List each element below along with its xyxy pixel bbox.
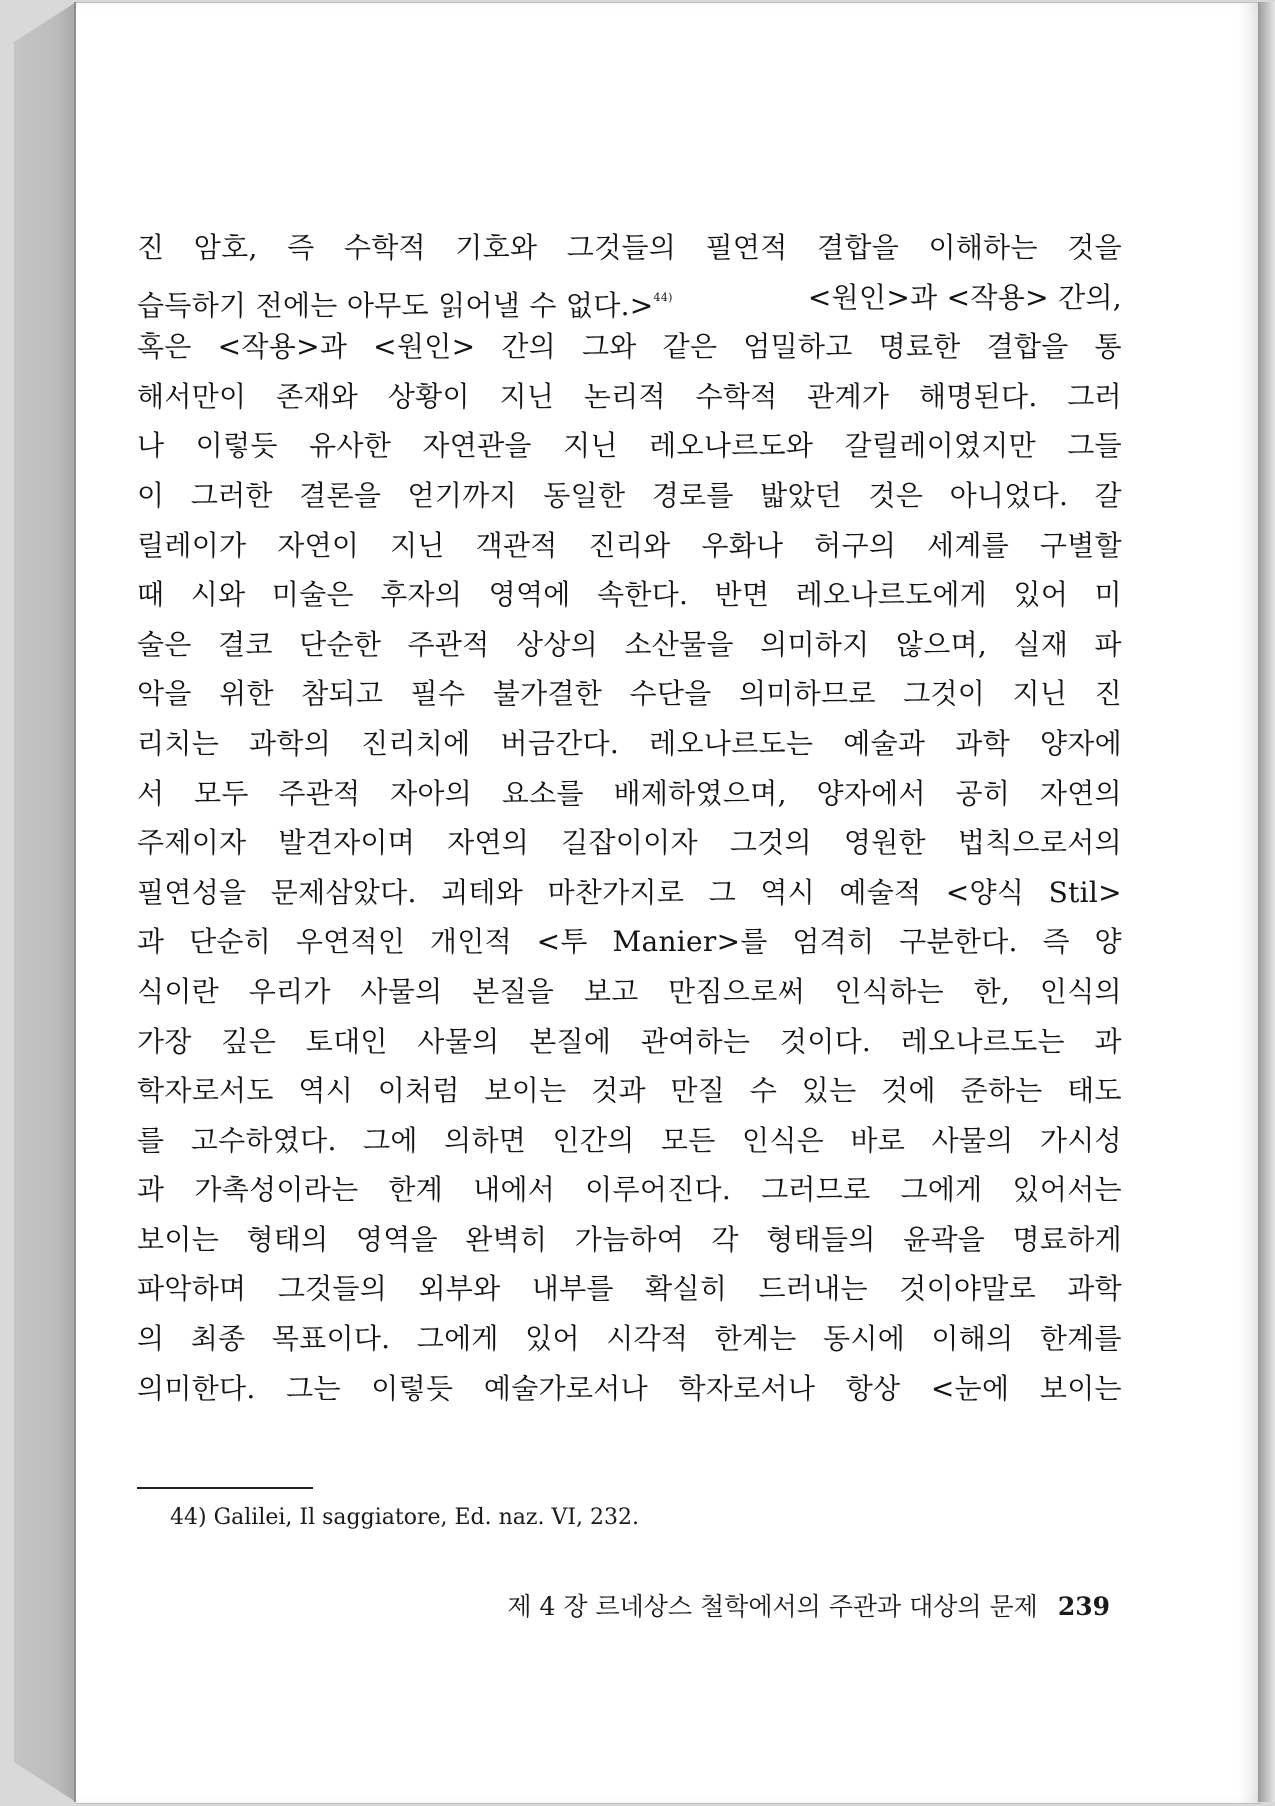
word: 만짐으로써: [668, 974, 805, 1008]
word: 혹은: [137, 330, 192, 364]
word: 나: [137, 429, 165, 463]
word: 미: [1094, 578, 1122, 612]
word: 우화나: [701, 528, 784, 562]
word: Stil>: [1048, 875, 1122, 909]
text-line: [137, 1364, 1122, 1414]
text-line: [137, 471, 1122, 521]
footnote-rule: [137, 1487, 313, 1489]
page-edge-shadow: [1258, 2, 1275, 1802]
word: 인식의: [1039, 974, 1122, 1008]
word: 배제하였으며,: [613, 776, 787, 810]
text-line: [137, 1215, 1122, 1265]
body-text: [137, 223, 1122, 1413]
word: 바로: [850, 1123, 906, 1157]
word: 법칙으로서의: [957, 826, 1122, 860]
word: 것이다.: [779, 1024, 872, 1058]
word: 한계는: [714, 1322, 797, 1356]
word: 학자로서나: [678, 1371, 816, 1405]
word: 단순한: [299, 627, 382, 661]
word: 동일한: [543, 478, 626, 512]
word: 보이는: [484, 1074, 567, 1108]
word: 경로를: [651, 478, 734, 512]
word: 릴레이가: [137, 528, 247, 562]
text-line: [137, 372, 1122, 422]
word: 양자에: [1039, 726, 1122, 760]
word: 확실히: [645, 1272, 728, 1306]
word: 실재: [1013, 627, 1069, 661]
word: 것을: [1067, 231, 1122, 264]
word: 윤곽을: [903, 1222, 986, 1256]
word: 속한다.: [597, 578, 689, 612]
word: 레오나르도에게: [795, 578, 988, 612]
running-footer: [400, 1587, 1110, 1623]
word: 같은: [662, 330, 718, 364]
word: 명료하게: [1012, 1222, 1122, 1256]
word: 완벽히: [465, 1222, 548, 1256]
word: 서: [137, 776, 165, 810]
word: 그것들의: [566, 231, 677, 264]
word: 공히: [955, 776, 1011, 810]
word: 최종: [190, 1322, 246, 1356]
word: 있어서는: [1012, 1173, 1122, 1207]
word: 것은: [868, 478, 924, 512]
word: 목표이다.: [271, 1322, 391, 1356]
word: 이처럼: [377, 1074, 460, 1108]
text-line: [137, 719, 1122, 769]
word: 명료한: [878, 330, 961, 364]
text-line: [137, 967, 1122, 1017]
word: 허구의: [814, 528, 897, 562]
word: 그와: [581, 330, 637, 364]
word: 사물의: [417, 1024, 500, 1058]
word: 세계를: [927, 528, 1010, 562]
word: 식이란: [137, 974, 220, 1008]
word: 주제이자: [137, 826, 247, 860]
word: 이: [137, 478, 165, 512]
word: 양자에서: [816, 776, 926, 810]
page-number: 239: [1057, 1592, 1110, 1621]
word: 예술적: [839, 875, 922, 909]
word: 예술과: [843, 726, 926, 760]
word: 레오나르도는: [649, 726, 814, 760]
word: 즉: [1042, 925, 1070, 959]
word: 인식하는: [834, 974, 944, 1008]
word: 보이는: [1039, 1371, 1122, 1405]
word: 수학적: [343, 231, 426, 264]
text-line: [137, 521, 1122, 571]
word: 그는: [286, 1371, 341, 1405]
word: 영역에: [488, 578, 571, 612]
word: 자연관을: [422, 429, 532, 463]
word: 그것들의: [277, 1272, 388, 1306]
word: 길잡이이자: [561, 826, 698, 860]
word: <눈에: [930, 1371, 1010, 1405]
text-line: [137, 1017, 1122, 1067]
word: 진리와: [588, 528, 671, 562]
word: 형태의: [246, 1222, 329, 1256]
word: 불가결한: [492, 677, 603, 711]
word: 이루어진다.: [585, 1173, 732, 1207]
word: 자아의: [390, 776, 473, 810]
word: 만질: [670, 1074, 726, 1108]
word: 후자의: [380, 578, 463, 612]
word: 엄격히: [792, 925, 875, 959]
word: 통: [1094, 330, 1122, 364]
word: 참되고: [301, 677, 384, 711]
word: 의미하므로: [738, 677, 876, 711]
word: 소산물을: [624, 627, 734, 661]
word: 기호와: [455, 231, 538, 264]
word: 모두: [194, 776, 249, 810]
word: 드러내는: [758, 1272, 868, 1306]
word: 이렇듯: [371, 1371, 454, 1405]
word: 이렇듯: [195, 429, 278, 463]
word: 해서만이: [137, 379, 247, 413]
word: 자연의: [1039, 776, 1122, 810]
word: 결합을: [986, 330, 1069, 364]
word: 한계: [388, 1173, 444, 1207]
word: 때: [137, 578, 165, 612]
word: 수단을: [629, 677, 712, 711]
word: 파: [1094, 627, 1122, 661]
text-line: [137, 421, 1122, 471]
word: 엄밀하고: [743, 330, 853, 364]
word: 지닌: [1012, 677, 1068, 711]
text-line-end: <원인>과 <작용> 간의,: [807, 280, 1122, 314]
word: 본질에: [529, 1024, 612, 1058]
chapter-title: 제 4 장 르네상스 철학에서의 주관과 대상의 문제: [507, 1592, 1038, 1621]
word: 가늠하여: [574, 1222, 685, 1256]
text-line: [137, 1264, 1122, 1314]
word: 있어: [525, 1322, 580, 1356]
word: 동시에: [823, 1322, 906, 1356]
word: 그러: [1067, 379, 1122, 413]
word: 존재와: [276, 379, 359, 413]
word: 것이야말로: [899, 1272, 1036, 1306]
word: 버금간다.: [500, 726, 620, 760]
word: 의하면: [444, 1123, 527, 1157]
word: 구별할: [1039, 528, 1122, 562]
word: 그것이: [903, 677, 986, 711]
word: Manier>를: [612, 925, 768, 959]
word: 해명된다.: [918, 379, 1038, 413]
text-line: [137, 669, 1122, 719]
word: 학자로서도: [137, 1074, 274, 1108]
word: 자연의: [447, 826, 530, 860]
word: 그것의: [729, 826, 812, 860]
word: 지닌: [563, 429, 618, 463]
word: 그에게: [900, 1173, 983, 1207]
word: 영역을: [355, 1222, 438, 1256]
word: 미술은: [271, 578, 354, 612]
word: 역시: [760, 875, 816, 909]
word: 진: [1094, 677, 1122, 711]
word: 주관적: [407, 627, 490, 661]
word: 즉: [287, 231, 315, 264]
word: 그러므로: [761, 1173, 871, 1207]
word: 를: [137, 1123, 165, 1157]
word: <작용>과: [217, 330, 348, 364]
word: 가시성: [1039, 1123, 1122, 1157]
word: 토대인: [305, 1024, 388, 1058]
text-line: [137, 1066, 1122, 1116]
word: 있어: [1013, 578, 1069, 612]
word: 술은: [137, 627, 192, 661]
footnote-reference[interactable]: 44): [653, 290, 673, 304]
word: 시와: [190, 578, 246, 612]
word: 진리치에: [361, 726, 471, 760]
text-line: [137, 570, 1122, 620]
word: 유사한: [309, 429, 392, 463]
word: 객관적: [475, 528, 558, 562]
word: 간의: [501, 330, 557, 364]
word: 과학: [955, 726, 1010, 760]
word: 지닌: [499, 379, 555, 413]
word: 보고: [583, 974, 639, 1008]
text-line: [137, 273, 1122, 323]
word: 사물의: [931, 1123, 1014, 1157]
word: 역시: [298, 1074, 354, 1108]
word: <양식: [945, 875, 1025, 909]
word: 발견자이며: [278, 826, 416, 860]
word: 과: [1094, 1024, 1122, 1058]
word: <투: [536, 925, 588, 959]
word: 우연적인: [295, 925, 406, 959]
word: 준하는: [960, 1074, 1043, 1108]
word: 의: [137, 1322, 165, 1356]
word: 위한: [219, 677, 274, 711]
word: 보이는: [137, 1222, 220, 1256]
word: 것에: [881, 1074, 936, 1108]
word: 수: [749, 1074, 778, 1108]
word: 인식은: [741, 1123, 825, 1157]
word: 필연적: [705, 231, 788, 264]
word: 우리가: [248, 974, 331, 1008]
word: 의미하지: [760, 627, 870, 661]
word: 얻기까지: [407, 478, 517, 512]
word: 내에서: [473, 1173, 556, 1207]
word: 모든: [660, 1123, 716, 1157]
word: 태도: [1067, 1074, 1122, 1108]
word: 사물의: [360, 974, 443, 1008]
text-line: [137, 1314, 1122, 1364]
word: 과: [137, 925, 165, 959]
word: 진: [137, 231, 165, 264]
word: 의미한다.: [137, 1371, 256, 1405]
word: 논리적: [583, 379, 666, 413]
word: 이해의: [931, 1322, 1014, 1356]
word: 있는: [801, 1074, 857, 1108]
word: 필수: [410, 677, 466, 711]
word: 내부를: [531, 1272, 614, 1306]
word: 그러한: [190, 478, 273, 512]
word: 문제삼았다.: [270, 875, 417, 909]
word: <원인>: [373, 330, 476, 364]
text-line: [137, 620, 1122, 670]
word: 그들: [1067, 429, 1122, 463]
word: 과학의: [249, 726, 332, 760]
word: 각: [711, 1222, 739, 1256]
word: 외부와: [418, 1272, 501, 1306]
word: 한계를: [1039, 1322, 1122, 1356]
word: 가촉성이라는: [194, 1173, 359, 1207]
word: 가장: [137, 1024, 192, 1058]
word: 예술가로서나: [483, 1371, 648, 1405]
word: 관여하는: [640, 1024, 751, 1058]
word: 양: [1094, 925, 1122, 959]
word: 깊은: [221, 1024, 277, 1058]
word: 그에게: [416, 1322, 499, 1356]
text-line: [137, 1165, 1122, 1215]
word: 마찬가지로: [547, 875, 685, 909]
word: 개인적: [429, 925, 512, 959]
word: 반면: [714, 578, 770, 612]
word: 인간의: [552, 1123, 635, 1157]
word: 갈릴레이였지만: [844, 429, 1036, 463]
word: 수학적: [695, 379, 778, 413]
word: 결코: [218, 627, 273, 661]
word: 결론을: [299, 478, 382, 512]
word: 요소를: [501, 776, 584, 810]
word: 과: [137, 1173, 165, 1207]
word: 주관적: [278, 776, 361, 810]
word: 시각적: [606, 1322, 689, 1356]
text-line: [137, 1116, 1122, 1166]
word: 지닌: [390, 528, 445, 562]
word: 자연이: [277, 528, 360, 562]
text-line-start: 습득하기 전에는 아무도 읽어낼 수 없다.>: [137, 288, 654, 322]
word: 상상의: [515, 627, 598, 661]
word: 리치는: [137, 726, 220, 760]
text-line: [137, 917, 1122, 967]
footnote: 44) Galilei, Il saggiatore, Ed. naz. VI, 232.: [170, 1505, 640, 1530]
text-line: [137, 818, 1122, 868]
text-line: [137, 868, 1122, 918]
text-line: [137, 223, 1122, 273]
book-spine: [14, 2, 76, 1802]
word: 악을: [137, 677, 192, 711]
word: 과학: [1067, 1272, 1122, 1306]
word: 본질을: [472, 974, 555, 1008]
word: 않으며,: [895, 627, 988, 661]
word: 항상: [845, 1371, 901, 1405]
word: 상황이: [387, 379, 470, 413]
word: 한,: [973, 974, 1011, 1008]
word: 이해하는: [928, 231, 1038, 264]
word: 형태들의: [766, 1222, 876, 1256]
word: 결합을: [817, 231, 900, 264]
word: 갈: [1094, 478, 1122, 512]
word: 그에: [363, 1123, 418, 1157]
word: 것과: [591, 1074, 646, 1108]
word: 단순히: [189, 925, 272, 959]
word: 파악하며: [137, 1272, 247, 1306]
word: 영원한: [843, 826, 926, 860]
text-line: [137, 322, 1122, 372]
word: 구분한다.: [899, 925, 1018, 959]
word: 필연성을: [137, 875, 247, 909]
word: 레오나르도와: [649, 429, 814, 463]
word: 암호,: [193, 231, 258, 264]
word: 고수하였다.: [190, 1123, 337, 1157]
word: 밟았던: [760, 478, 843, 512]
text-line: [137, 769, 1122, 819]
word: 아니었다.: [949, 478, 1069, 512]
word: 그: [708, 875, 736, 909]
word: 레오나르도는: [900, 1024, 1065, 1058]
word: 괴테와: [441, 875, 524, 909]
word: 관계가: [807, 379, 890, 413]
